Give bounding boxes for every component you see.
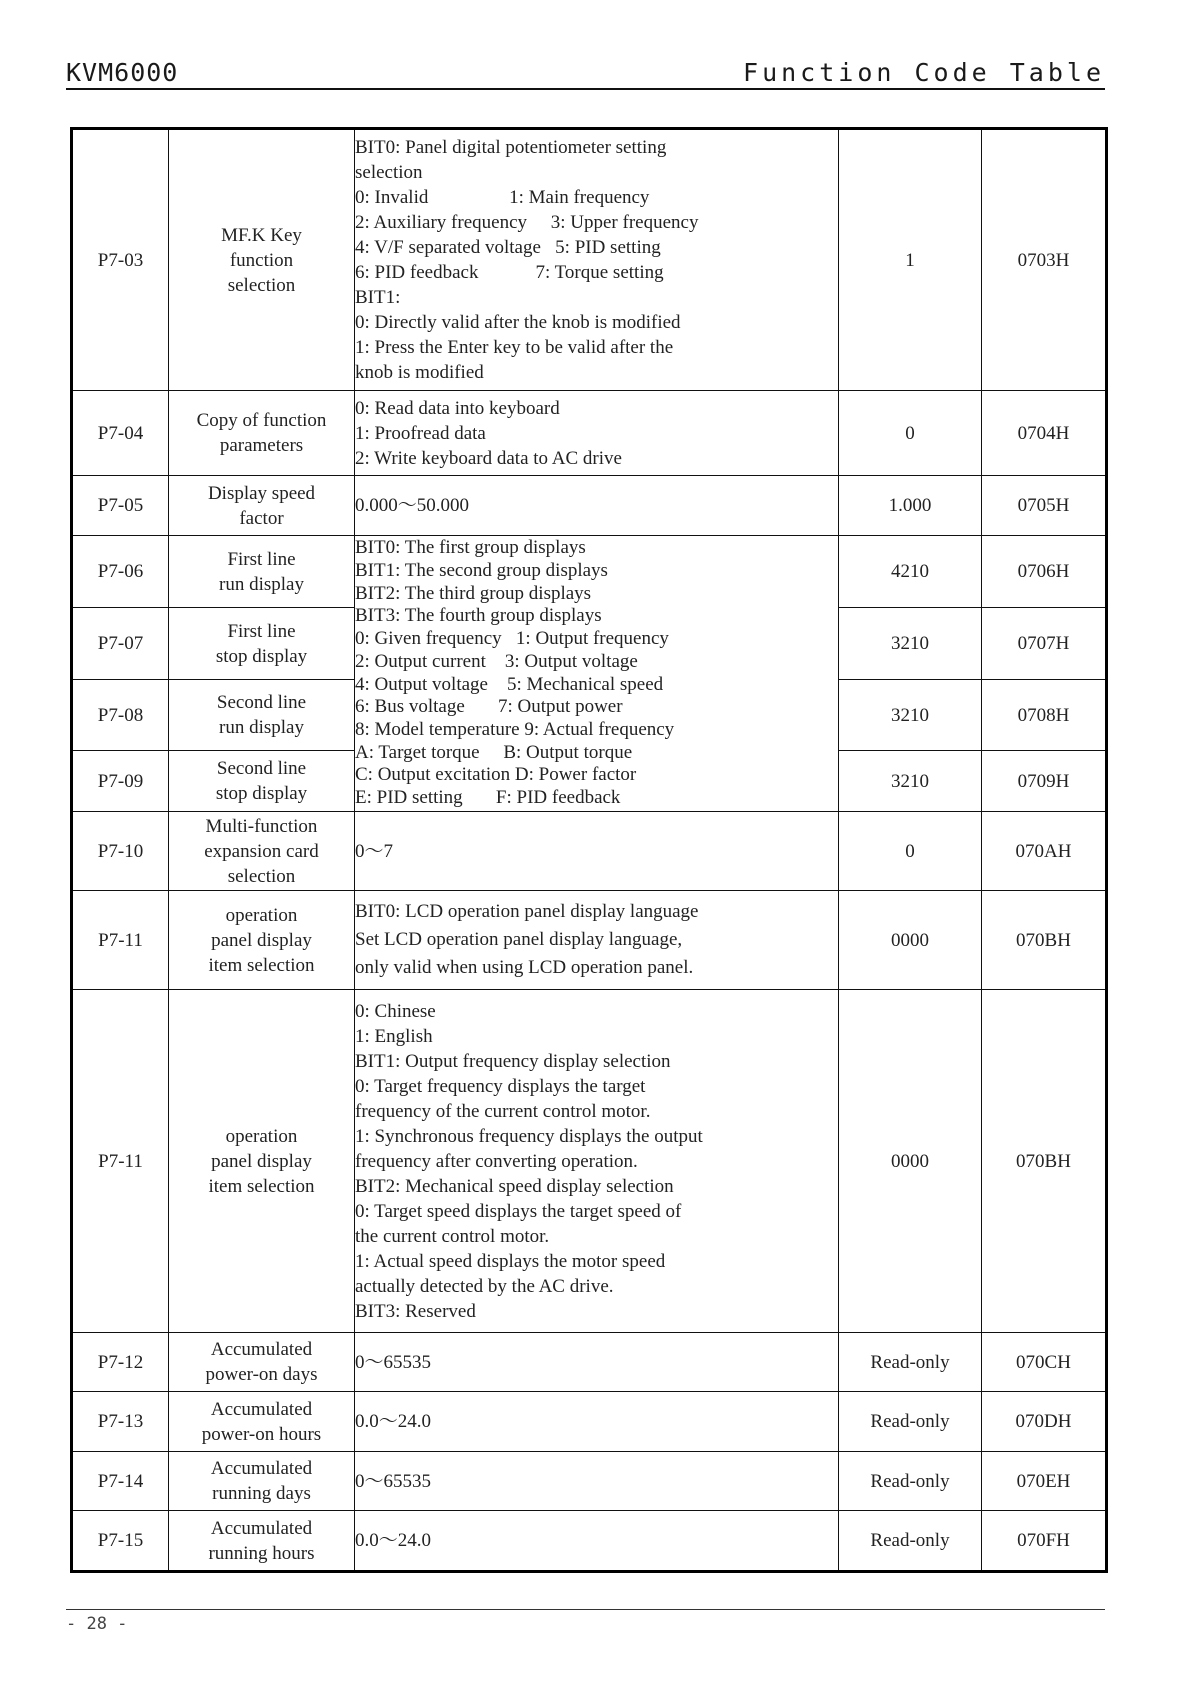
function-code: P7-15 [72,1511,169,1572]
footer-rule [66,1609,1105,1610]
table-row [72,891,1107,990]
table-row [72,129,1107,391]
display-group-description: BIT0: The first group displays BIT1: The second group displays BIT2: The third group displays BIT3: The fourth group displays 0: Given frequency 1: Output frequency 2: Output current 3: Output voltage 4: Output voltage 5: Mechanical speed 6: Bus voltage 7: Output power 8: Model temperature 9: Actual frequency A: Target torque B: Output torque C: Output excitation D: Power factor E: PID setting F: PID feedback [355,536,839,812]
function-description: 0.0～24.0 [355,1392,839,1452]
function-code: P7-14 [72,1452,169,1511]
function-name: Accumulated running hours [169,1511,355,1572]
register-address: 070EH [982,1452,1107,1511]
table-row [72,536,1107,608]
function-description: 0.0～24.0 [355,1511,839,1572]
register-address: 070BH [982,990,1107,1333]
function-description: BIT0: Panel digital potentiometer setting selection 0: Invalid 1: Main frequency 2: Auxiliary frequency 3: Upper frequency 4: V/F separated voltage 5: PID setting 6: PID feedback 7: Torque setting BIT1: 0: Directly valid after the knob is modified 1: Press the Enter key to be valid after the knob is modified [355,129,839,391]
function-name: Multi-function expansion card selection [169,812,355,891]
table-row [72,812,1107,891]
function-code: P7-11 [72,990,169,1333]
function-code: P7-06 [72,536,169,608]
function-code: P7-13 [72,1392,169,1452]
default-value: 3210 [839,751,982,812]
register-address: 070DH [982,1392,1107,1452]
default-value: 3210 [839,680,982,751]
function-name: Accumulated power-on days [169,1333,355,1392]
register-address: 0707H [982,608,1107,680]
default-value: 0000 [839,990,982,1333]
default-value: 0000 [839,891,982,990]
table-row [72,1333,1107,1392]
function-name: operation panel display item selection [169,891,355,990]
function-code: P7-04 [72,391,169,476]
register-address: 0706H [982,536,1107,608]
register-address: 070BH [982,891,1107,990]
default-value: 0 [839,812,982,891]
function-description: 0～7 [355,812,839,891]
table-row [72,1392,1107,1452]
function-code-table [70,127,1108,1573]
function-description: 0～65535 [355,1333,839,1392]
function-name: Second line stop display [169,751,355,812]
function-description: 0～65535 [355,1452,839,1511]
table-row [72,990,1107,1333]
function-description: BIT0: LCD operation panel display language Set LCD operation panel display language, only valid when using LCD operation panel. [355,891,839,990]
default-value: 0 [839,391,982,476]
register-address: 070AH [982,812,1107,891]
function-name: MF.K Key function selection [169,129,355,391]
function-description: 0: Chinese 1: English BIT1: Output frequency display selection 0: Target frequency displays the target frequency of the current control motor. 1: Synchronous frequency displays the output frequency after converting operation. BIT2: Mechanical speed display selection 0: Target speed displays the target speed of the current control motor. 1: Actual speed displays the motor speed actually detected by the AC drive. BIT3: Reserved [355,990,839,1333]
register-address: 070FH [982,1511,1107,1572]
register-address: 0709H [982,751,1107,812]
function-description: 0: Read data into keyboard 1: Proofread data 2: Write keyboard data to AC drive [355,391,839,476]
table-row [72,476,1107,536]
function-code: P7-05 [72,476,169,536]
function-name: Display speed factor [169,476,355,536]
default-value: 1 [839,129,982,391]
default-value: Read-only [839,1392,982,1452]
function-code: P7-09 [72,751,169,812]
function-name: Accumulated running days [169,1452,355,1511]
register-address: 070CH [982,1333,1107,1392]
header-title: Function Code Table [743,58,1105,87]
default-value: 3210 [839,608,982,680]
default-value: 1.000 [839,476,982,536]
function-code: P7-11 [72,891,169,990]
register-address: 0705H [982,476,1107,536]
register-address: 0708H [982,680,1107,751]
register-address: 0703H [982,129,1107,391]
function-code: P7-12 [72,1333,169,1392]
function-name: First line stop display [169,608,355,680]
function-name: Copy of function parameters [169,391,355,476]
page-number: - 28 - [66,1614,128,1634]
function-description: 0.000～50.000 [355,476,839,536]
default-value: Read-only [839,1511,982,1572]
function-code: P7-03 [72,129,169,391]
table-row [72,391,1107,476]
table-row [72,1452,1107,1511]
default-value: Read-only [839,1452,982,1511]
function-name: First line run display [169,536,355,608]
function-code: P7-08 [72,680,169,751]
table-row [72,1511,1107,1572]
function-name: Second line run display [169,680,355,751]
register-address: 0704H [982,391,1107,476]
header-model: KVM6000 [66,58,179,87]
default-value: 4210 [839,536,982,608]
function-code: P7-10 [72,812,169,891]
function-name: Accumulated power-on hours [169,1392,355,1452]
header-rule [66,88,1105,90]
function-code: P7-07 [72,608,169,680]
default-value: Read-only [839,1333,982,1392]
function-name: operation panel display item selection [169,990,355,1333]
